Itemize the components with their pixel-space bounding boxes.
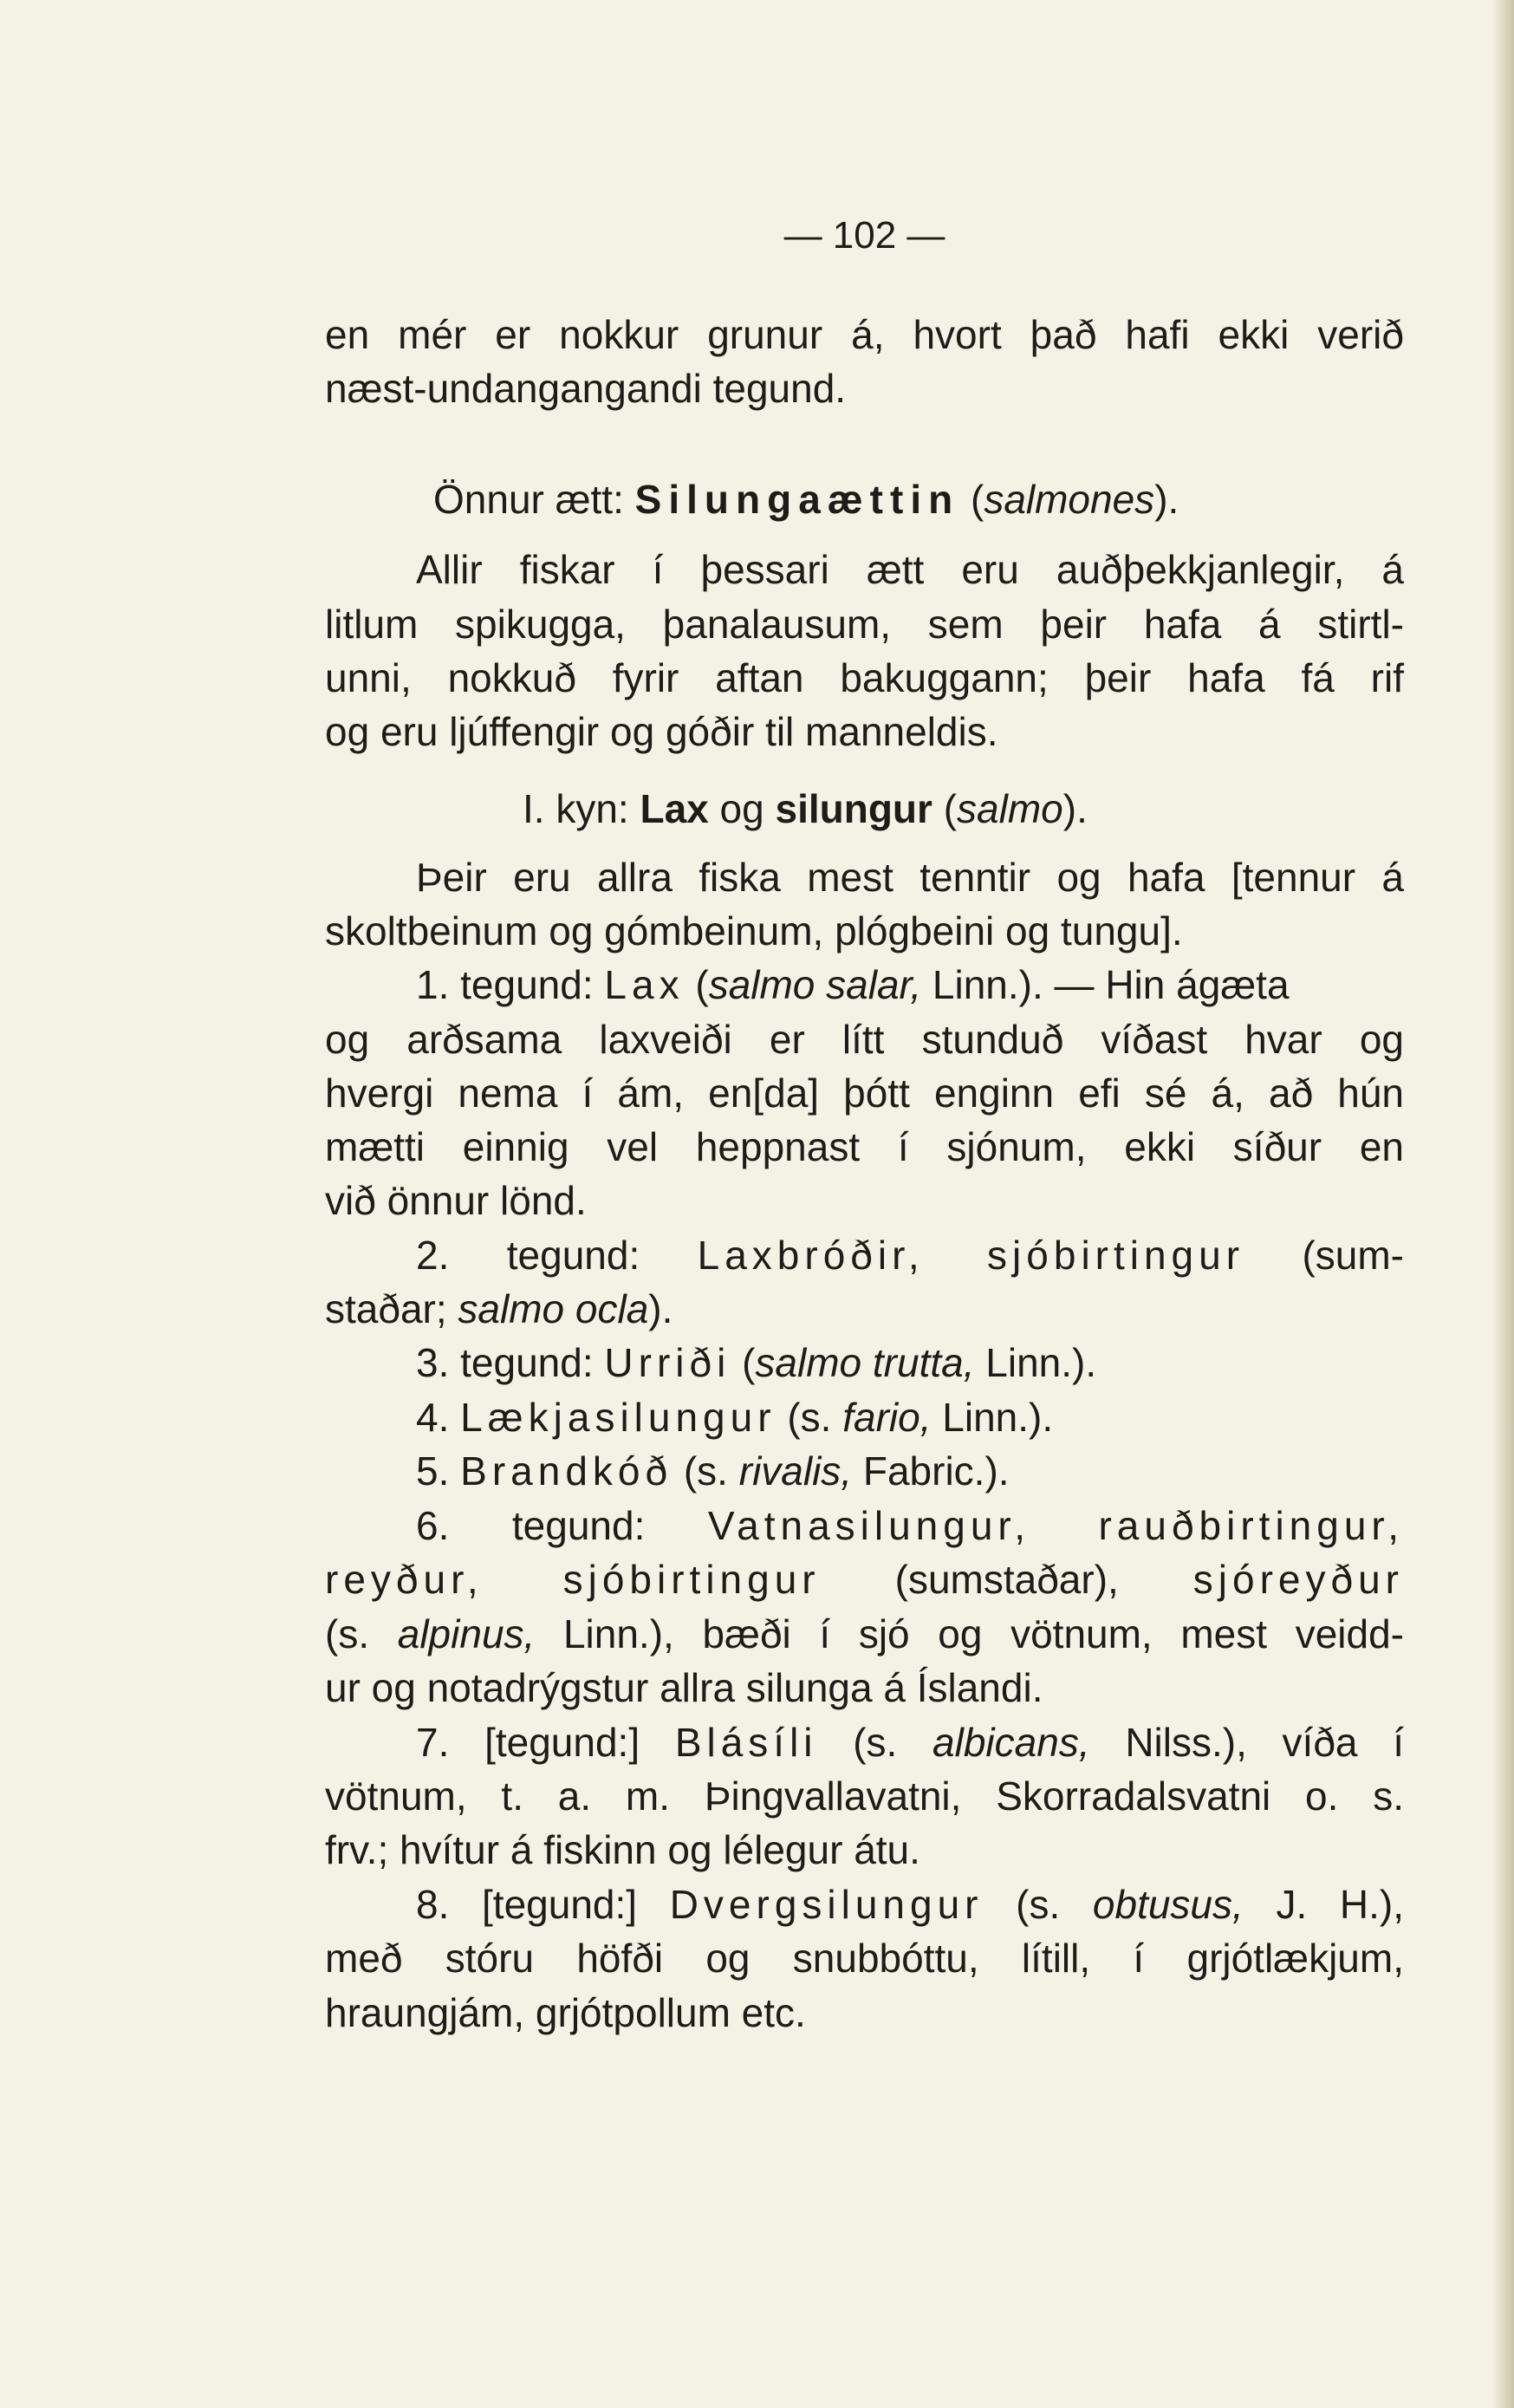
page-edge-shadow xyxy=(1491,0,1514,2408)
latin-name: salmo trutta, xyxy=(755,1340,975,1385)
paren: (s. xyxy=(817,1720,933,1765)
latin-name: obtusus, xyxy=(1092,1882,1244,1927)
text-line: mætti einnig vel heppnast í sjónum, ekki síður en xyxy=(325,1124,1404,1169)
text-fragment: Linn.). xyxy=(931,1395,1054,1440)
species-line xyxy=(416,1445,1010,1497)
species-name: Lækjasilungur xyxy=(460,1395,776,1440)
species-number: 1. tegund: xyxy=(416,962,605,1007)
family-name: Silungaættin xyxy=(634,477,960,522)
species-name: Urriði xyxy=(604,1340,731,1385)
text-line xyxy=(325,1283,673,1335)
latin-name: rivalis, xyxy=(738,1448,853,1494)
species-line xyxy=(416,1716,1404,1768)
species-number: 8. [tegund:] xyxy=(416,1882,670,1927)
species-line xyxy=(416,1878,1404,1930)
text-fragment: (sumstaðar), xyxy=(820,1557,1193,1602)
text-fragment: Linn.). xyxy=(974,1340,1097,1385)
species-number: 6. tegund: xyxy=(416,1503,708,1548)
species-number: 3. tegund: xyxy=(416,1340,605,1385)
text-line: hvergi nema í ám, en[da] þótt enginn efi sé á, að hún xyxy=(325,1071,1404,1116)
text-line: og arðsama laxveiði er lítt stunduð víðast hvar og xyxy=(325,1017,1404,1062)
species-number: 7. [tegund:] xyxy=(416,1720,675,1765)
latin-name: alpinus, xyxy=(397,1611,536,1656)
paren: (s. xyxy=(325,1611,398,1656)
text-line: unni, nokkuð fyrir aftan bakuggann; þeir hafa fá rif xyxy=(325,655,1404,700)
species-name: reyður, sjóbirtingur xyxy=(325,1557,821,1602)
species-name: Lax xyxy=(604,962,685,1007)
heading-label: Önnur ætt: xyxy=(433,477,635,522)
paren: (s. xyxy=(776,1395,843,1440)
species-number: 5. xyxy=(416,1448,461,1494)
text-line xyxy=(325,1608,1404,1660)
text-line: og eru ljúffengir og góðir til manneldis. xyxy=(325,709,998,754)
page-number: — 102 — xyxy=(783,214,945,257)
text-fragment: Fabric.). xyxy=(852,1448,1010,1494)
paren: (s. xyxy=(673,1448,739,1494)
species-line xyxy=(416,1391,1053,1443)
species-number: 4. xyxy=(416,1395,461,1440)
latin-name: salmo salar, xyxy=(708,962,922,1007)
section-heading xyxy=(433,473,1179,525)
latin-name: salmones xyxy=(984,477,1155,522)
text-line: hraungjám, grjótpollum etc. xyxy=(325,1990,806,2035)
text-fragment: J. H.), xyxy=(1243,1882,1404,1927)
conjunction: og xyxy=(708,786,776,831)
genus-heading xyxy=(523,783,1088,835)
species-name: Brandkóð xyxy=(460,1448,673,1494)
species-name: Blásíli xyxy=(674,1720,818,1765)
latin-name: salmo ocla xyxy=(458,1286,649,1331)
text-fragment: (sum- xyxy=(1244,1233,1404,1278)
text-line: en mér er nokkur grunur á, hvort það hafi ekki verið xyxy=(325,312,1404,357)
species-line xyxy=(416,1229,1404,1281)
species-line xyxy=(416,1500,1404,1552)
text-line: Þeir eru allra fiska mest tenntir og hafa [tennur á xyxy=(416,855,1404,900)
text-line: með stóru höfði og snubbóttu, lítill, í grjótlækjum, xyxy=(325,1936,1404,1981)
text-fragment: staðar; xyxy=(325,1286,458,1331)
paren: ). xyxy=(1154,477,1179,522)
species-line xyxy=(416,959,1290,1011)
paren: ( xyxy=(731,1340,756,1385)
text-line: frv.; hvítur á fiskinn og lélegur átu. xyxy=(325,1827,920,1872)
latin-name: fario, xyxy=(842,1395,932,1440)
text-line: vötnum, t. a. m. Þingvallavatni, Skorradalsvatni o. s. xyxy=(325,1773,1404,1819)
text-fragment: Nilss.), víða í xyxy=(1089,1720,1404,1765)
species-line xyxy=(416,1337,1096,1389)
text-line: Allir fiskar í þessari ætt eru auðþekkjanlegir, á xyxy=(416,547,1404,592)
species-number: 2. tegund: xyxy=(416,1233,698,1278)
paren: ). xyxy=(1062,786,1088,831)
text-line: litlum spikugga, þanalausum, sem þeir hafa á stirtl- xyxy=(325,602,1404,647)
species-name: Laxbróðir, sjóbirtingur xyxy=(697,1233,1245,1278)
paren: ( xyxy=(684,962,709,1007)
text-line: skoltbeinum og gómbeinum, plógbeini og tungu]. xyxy=(325,908,1183,953)
text-fragment: Linn.). — Hin ágæta xyxy=(921,962,1290,1007)
species-name: sjóreyður xyxy=(1192,1557,1404,1602)
paren: ( xyxy=(959,477,984,522)
paren: (s. xyxy=(983,1882,1093,1927)
species-name: Dvergsilungur xyxy=(669,1882,984,1927)
text-line: ur og notadrýgstur allra silunga á Íslandi. xyxy=(325,1665,1043,1710)
species-name: Vatnasilungur, rauðbirtingur, xyxy=(707,1503,1404,1548)
paren: ). xyxy=(648,1286,673,1331)
genus-name: silungur xyxy=(775,786,932,831)
text-fragment: Linn.), bæði í sjó og vötnum, mest veidd- xyxy=(535,1611,1404,1656)
latin-name: albicans, xyxy=(932,1720,1090,1765)
text-line xyxy=(325,1553,1404,1605)
latin-name: salmo xyxy=(957,786,1063,831)
heading-label: I. kyn: xyxy=(523,786,640,831)
text-line: næst-undangangandi tegund. xyxy=(325,366,847,411)
genus-name: Lax xyxy=(640,786,709,831)
paren: ( xyxy=(932,786,958,831)
text-line: við önnur lönd. xyxy=(325,1178,587,1223)
